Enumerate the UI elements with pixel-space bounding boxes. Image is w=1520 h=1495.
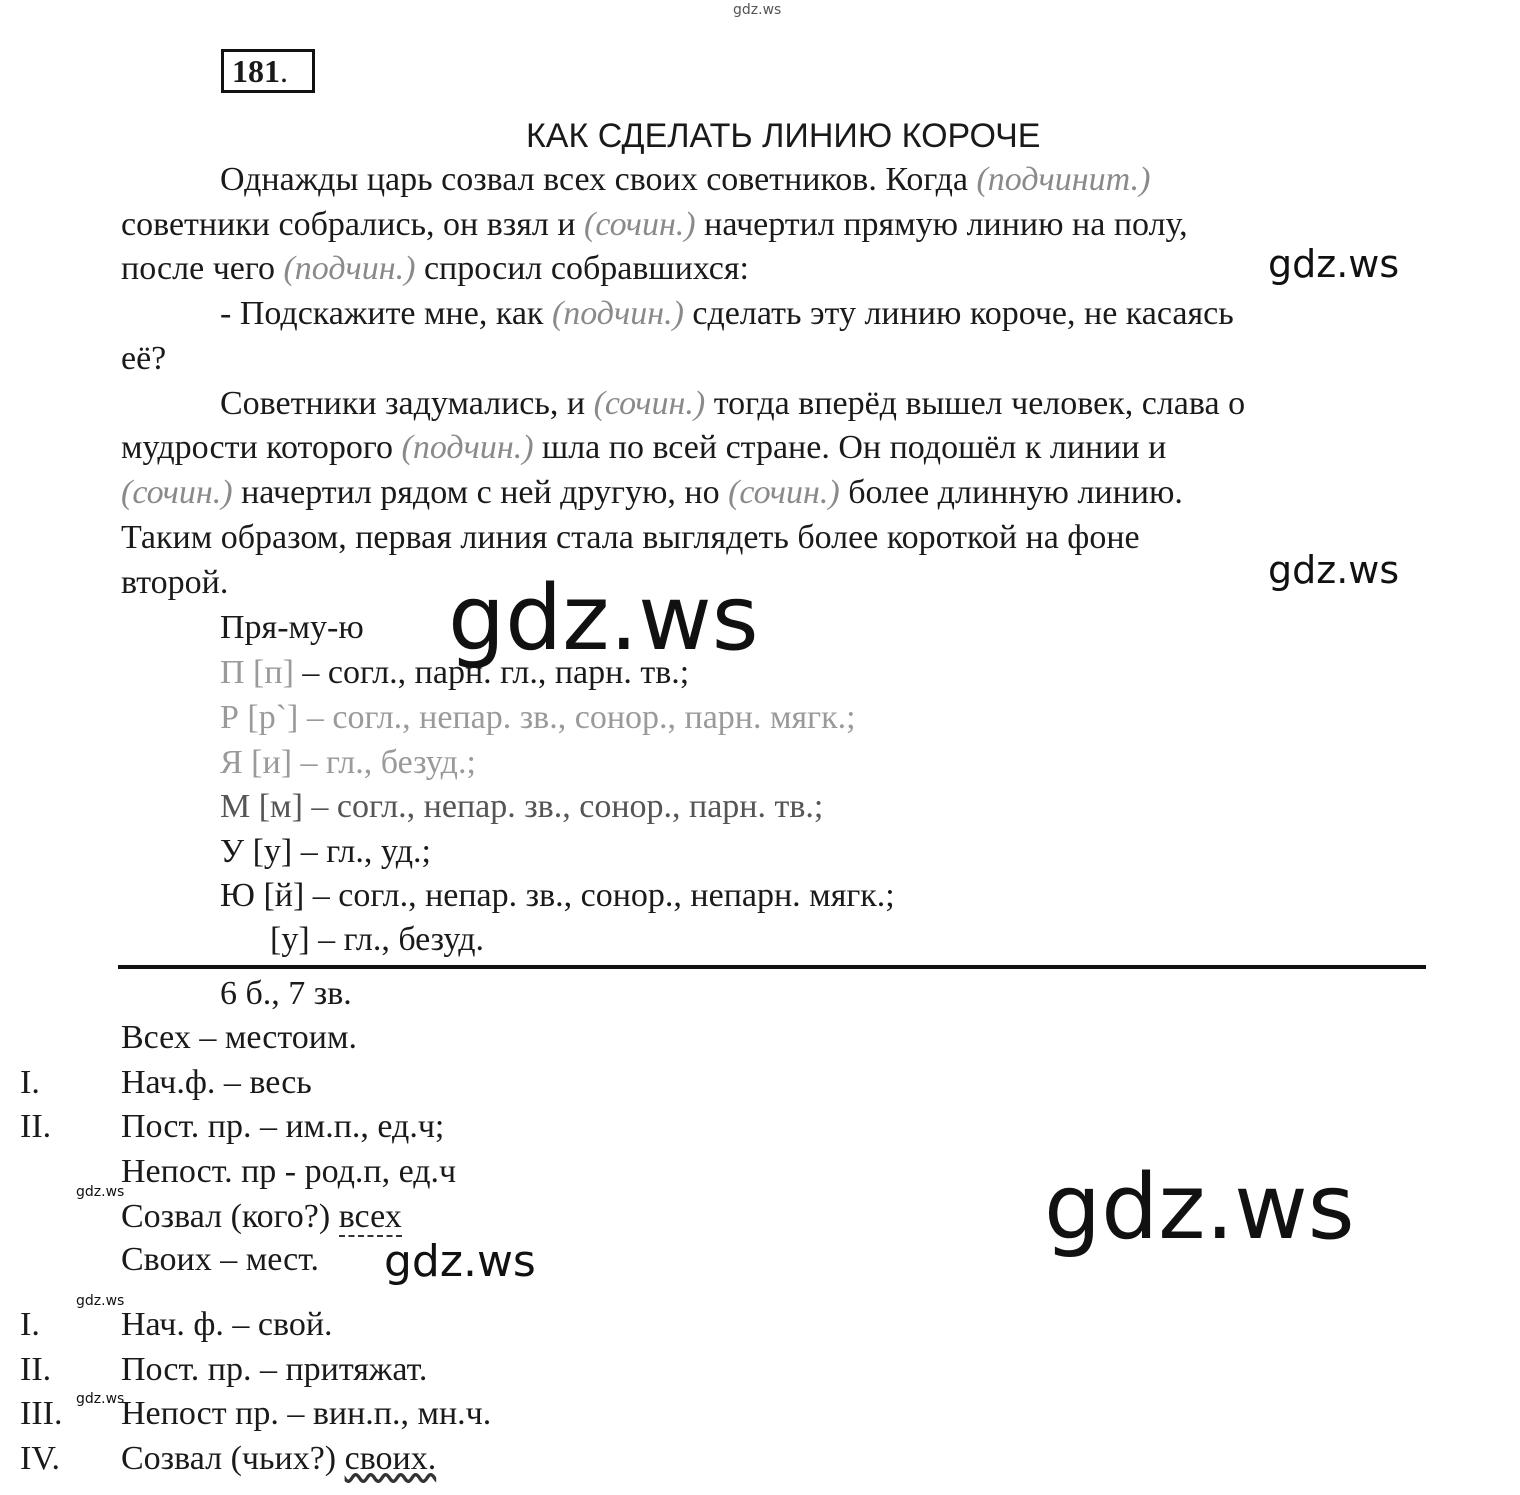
roman-numeral: IV. [20, 1440, 60, 1477]
clause-note: (сочин.) [728, 474, 840, 511]
role-question: Созвал (чьих?) [121, 1440, 337, 1477]
roman-numeral: II. [20, 1351, 52, 1388]
phonetic-row-4: М [м] – согл., непар. зв., сонор., парн. тв.; [220, 788, 824, 825]
role-question: Созвал (кого?) [121, 1198, 331, 1235]
clause-note: (подчин.) [401, 429, 534, 466]
roman-numeral: III. [20, 1395, 63, 1432]
role-word: всех [338, 1198, 402, 1235]
phonetic-row-1 [220, 651, 689, 695]
text-line-6 [220, 382, 1245, 426]
phonetic-desc: – гл., безуд.; [300, 744, 476, 781]
text-segment: начертил прямую линию на полу, [704, 206, 1188, 243]
page-title: КАК СДЕЛАТЬ ЛИНИЮ КОРОЧЕ [526, 117, 1041, 155]
phonetic-row-5: У [у] – гл., уд.; [220, 833, 432, 870]
text-segment: более длинную линию. [848, 474, 1183, 511]
text-segment: советники собрались, он взял и [121, 206, 576, 243]
clause-note: (сочин.) [121, 474, 233, 511]
phonetic-desc: – согл., парн. гл., парн. тв.; [302, 654, 690, 691]
phonetic-desc: – согл., непар. зв., сонор., парн. мягк.; [306, 699, 856, 736]
text-segment: тогда вперёд вышел человек, слава о [713, 385, 1246, 422]
phonetic-letter: Я [и] [220, 744, 293, 781]
phonetic-row-6: Ю [й] – согл., непар. зв., сонор., непарн. мягк.; [220, 877, 895, 914]
text-line-4 [220, 292, 1234, 336]
watermark-small-2: gdz.ws [76, 1293, 125, 1309]
morph-item: Непост. пр - род.п, ед.ч [121, 1153, 457, 1190]
clause-note: (подчинит.) [976, 161, 1151, 198]
text-line-7 [121, 426, 1166, 470]
morph-role-2 [121, 1437, 436, 1481]
watermark-small-1: gdz.ws [76, 1184, 125, 1200]
morph-word-2: Своих – мест. [121, 1241, 320, 1278]
watermark-bottom-medium: gdz.ws [384, 1236, 536, 1287]
morph-item: Пост. пр. – им.п., ед.ч; [121, 1108, 445, 1145]
text-segment: после чего [121, 250, 275, 287]
watermark-right-2: gdz.ws [1268, 548, 1400, 592]
text-line-9: Таким образом, первая линия стала выглядеть более короткой на фоне [121, 519, 1140, 556]
text-segment: сделать эту линию короче, не касаясь [692, 295, 1234, 332]
clause-note: (сочин.) [593, 385, 706, 422]
morph-item: Нач. ф. – свой. [121, 1306, 333, 1343]
letter-sound-count: 6 б., 7 зв. [220, 975, 352, 1012]
text-line-2 [121, 203, 1188, 247]
morph-word-1: Всех – местоим. [121, 1019, 357, 1056]
text-line-5: её? [121, 340, 167, 377]
text-segment: начертил рядом с ней другую, но [241, 474, 720, 511]
phonetic-row-3 [220, 741, 476, 785]
clause-note: (сочин.) [584, 206, 696, 243]
role-word: своих. [344, 1440, 437, 1477]
morph-item: Нач.ф. – весь [121, 1064, 312, 1101]
watermark-center-large: gdz.ws [448, 566, 759, 671]
morph-item: Непост пр. – вин.п., мн.ч. [121, 1395, 492, 1432]
watermark-right-1: gdz.ws [1268, 242, 1400, 286]
text-segment: Однажды царь созвал всех своих советников. Когда [220, 161, 968, 198]
roman-numeral: I. [20, 1306, 40, 1343]
text-line-3 [121, 247, 749, 291]
task-number: 181 [232, 53, 280, 89]
phonetic-row-7: [у] – гл., безуд. [270, 921, 485, 958]
text-segment: спросил собравшихся: [423, 250, 749, 287]
phonetic-row-2 [220, 696, 856, 740]
task-number-box [221, 49, 315, 93]
divider-line [118, 965, 1426, 969]
phonetic-word: Пря-му-ю [220, 609, 364, 646]
clause-note: (подчин.) [283, 250, 416, 287]
text-line-8 [121, 471, 1183, 515]
text-line-10: второй. [121, 564, 229, 601]
morph-item: Пост. пр. – притяжат. [121, 1351, 428, 1388]
morph-role-1 [121, 1195, 402, 1239]
text-segment: шла по всей стране. Он подошёл к линии и [542, 429, 1167, 466]
text-segment: - Подскажите мне, как [220, 295, 544, 332]
roman-numeral: I. [20, 1064, 40, 1101]
text-segment: мудрости которого [121, 429, 394, 466]
roman-numeral: II. [20, 1108, 52, 1145]
watermark-small-3: gdz.ws [76, 1391, 125, 1407]
watermark-bottom-right-large: gdz.ws [1044, 1155, 1355, 1260]
task-number-dot: . [280, 53, 288, 89]
phonetic-letter: Р [р`] [220, 699, 299, 736]
phonetic-letter: П [п] [220, 654, 294, 691]
text-line-1 [220, 158, 1150, 202]
watermark-top: gdz.ws [733, 2, 782, 18]
text-segment: Советники задумались, и [220, 385, 586, 422]
clause-note: (подчин.) [551, 295, 684, 332]
